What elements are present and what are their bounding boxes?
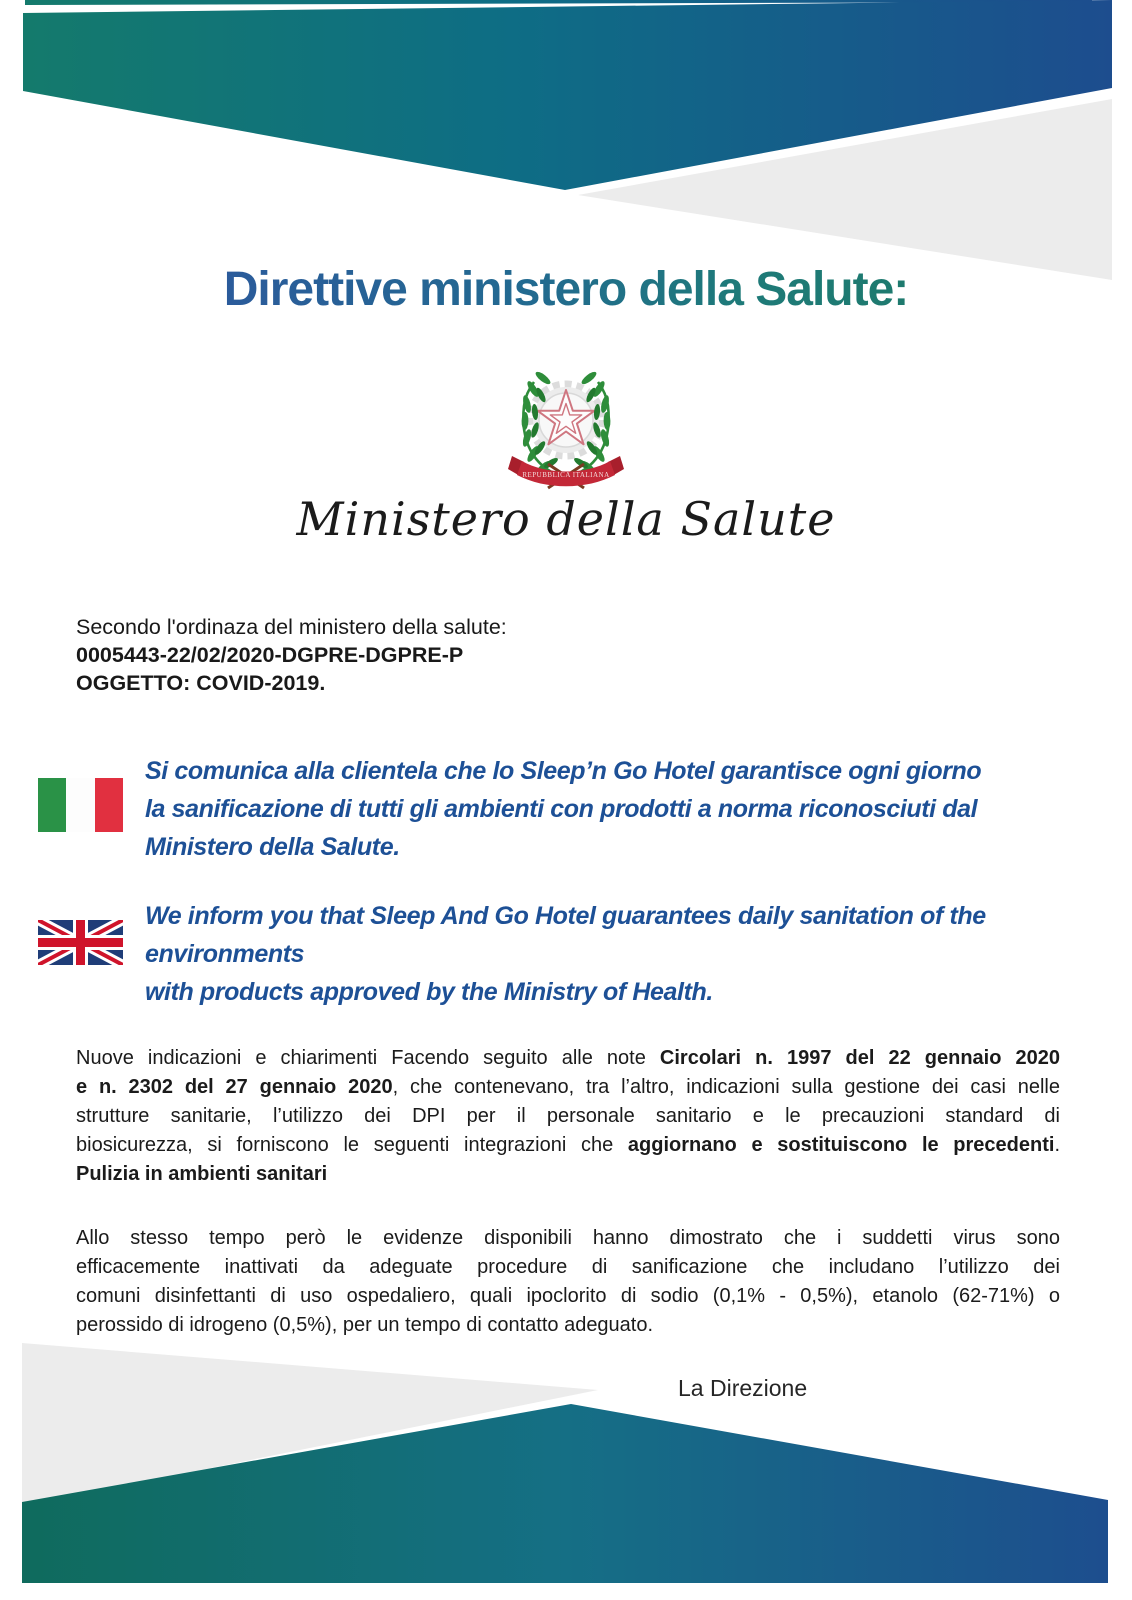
italian-republic-emblem-icon [504,366,628,494]
text-line: Ministero della Salute. [145,833,400,861]
ordinance-protocol: 0005443-22/02/2020-DGPRE-DGPRE-P [76,643,464,667]
signature: La Direzione [678,1375,808,1401]
text-line [76,1044,1060,1073]
notice-italian [145,752,1055,866]
text-line [76,1073,1060,1102]
paragraph-virus [76,1224,1060,1340]
text-line [76,1160,1060,1189]
ordinance-subject: OGGETTO: COVID-2019. [76,671,326,695]
text-line: perossido di idrogeno (0,5%), per un tempo di contatto adeguato. [76,1314,654,1336]
text-segment-bold: e n. 2302 del 27 gennaio 2020 [76,1076,393,1098]
ordinance-intro: Secondo l'ordinaza del ministero della salute: [76,615,507,639]
text-segment-bold: aggiornano e sostituiscono le precedenti [627,1134,1055,1156]
text-segment: Nuove indicazioni e chiarimenti Facendo seguito alle note [76,1047,660,1069]
text-line: comuni disinfettanti di uso ospedaliero, quali ipoclorito di sodio (0,1% - 0,5%), etanolo (62-71%) o [76,1285,1060,1307]
italy-flag-icon [38,778,123,832]
text-line [76,1131,1060,1160]
text-line: We inform you that Sleep And Go Hotel guarantees daily sanitation of the [145,902,986,930]
uk-flag-icon [38,920,123,965]
text-line: Allo stesso tempo però le evidenze disponibili hanno dimostrato che i suddetti virus sono [76,1227,1060,1249]
text-segment: biosicurezza, si forniscono le seguenti integrazioni che [76,1134,628,1156]
ribbon-text: REPUBBLICA ITALIANA [522,471,610,479]
footer-decoration [0,1330,1132,1600]
text-line: la sanificazione di tutti gli ambienti con prodotti a norma riconosciuti dal [145,795,978,823]
page-title: Direttive ministero della Salute: [223,263,909,316]
ordinance-block [76,613,507,697]
header-decoration [0,0,1132,300]
text-segment: strutture sanitarie, l’utilizzo dei DPI per il personale sanitario e le precauzioni standard di [76,1105,1060,1127]
notice-english [145,897,1055,1011]
text-line: environments [145,940,305,968]
italy-flag-red-band [95,778,123,832]
text-segment-bold: Pulizia in ambienti sanitari [76,1163,328,1185]
italy-flag-white-band [66,778,94,832]
ministry-wordmark: Ministero della Salute [296,492,836,546]
ministry-emblem [504,366,628,494]
text-segment-bold: Circolari n. 1997 del 22 gennaio 2020 [659,1047,1060,1069]
text-segment: , che contenevano, tra l’altro, indicazioni sulla gestione dei casi nelle [392,1076,1060,1098]
ribbon [508,456,624,486]
text-line: with products approved by the Ministry of Health. [145,978,713,1006]
text-line: efficacemente inattivati da adeguate procedure di sanificazione che includano l’utilizzo dei [76,1256,1060,1278]
text-segment: . [1054,1134,1060,1156]
text-line [76,1102,1060,1131]
text-line: Si comunica alla clientela che lo Sleep’n Go Hotel garantisce ogni giorno [145,757,982,785]
paragraph-circolari [76,1044,1060,1189]
italy-flag-green-band [38,778,66,832]
